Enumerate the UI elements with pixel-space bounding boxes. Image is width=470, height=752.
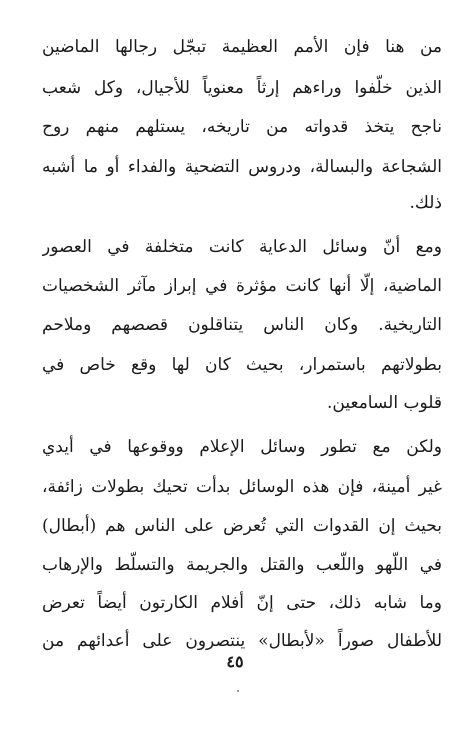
paragraph-2-line-5: قلوب السامعين. — [327, 393, 442, 413]
paragraph-2-line-3: التاريخية. وكان الناس يتناقلون قصصهم وملاحم — [42, 315, 442, 335]
paragraph-2-line-1: ومع أنّ وسائل الدعاية كانت متخلفة في العصور — [42, 237, 442, 257]
paragraph-1-line-4: الشجاعة والبسالة، ودروس التضحية والفداء أو ما أشبه — [42, 157, 442, 177]
page-number: ٤٥ — [226, 652, 244, 671]
page-mark-dot — [237, 690, 239, 692]
paragraph-3-line-1: ولكن مع تطور وسائل الإعلام ووقوعها في أيدي — [42, 437, 442, 457]
paragraph-3-line-4: في اللّهو واللّعب والقتل والجريمة والتسلّط والإرهاب — [42, 555, 442, 575]
paragraph-2-line-2: الماضية، إلّا أنها كانت مؤثرة في إبراز مآثر الشخصيات — [42, 276, 442, 296]
paragraph-1-line-1: من هنا فإن الأمم العظيمة تبجّل رجالها الماضين — [42, 37, 442, 57]
paragraph-3-line-2: غير أمينة، فإن هذه الوسائل بدأت تحيك بطولات زائفة، — [42, 477, 442, 497]
paragraph-1-line-5: ذلك. — [409, 193, 442, 213]
paragraph-1-line-2: الذين خلّفوا وراءهم إرثاً معنوياً للأجيال، وكل شعب — [42, 78, 442, 98]
paragraph-2-line-4: بطولاتهم باستمرار، بحيث كان لها وقع خاص في — [42, 355, 442, 375]
paragraph-3-line-5: وما شابه ذلك، حتى إنّ أفلام الكارتون أيضاً تعرض — [42, 593, 442, 613]
paragraph-3-line-6: للأطفال صوراً «لأبطال» ينتصرون على أعدائهم من — [42, 631, 442, 651]
paragraph-1-line-3: ناجح يتخذ قدواته من تاريخه، يستلهم منهم روح — [42, 117, 442, 137]
paragraph-3-line-3: بحيث إن القدوات التي تُعرض على الناس هم (أبطال) — [42, 516, 442, 536]
